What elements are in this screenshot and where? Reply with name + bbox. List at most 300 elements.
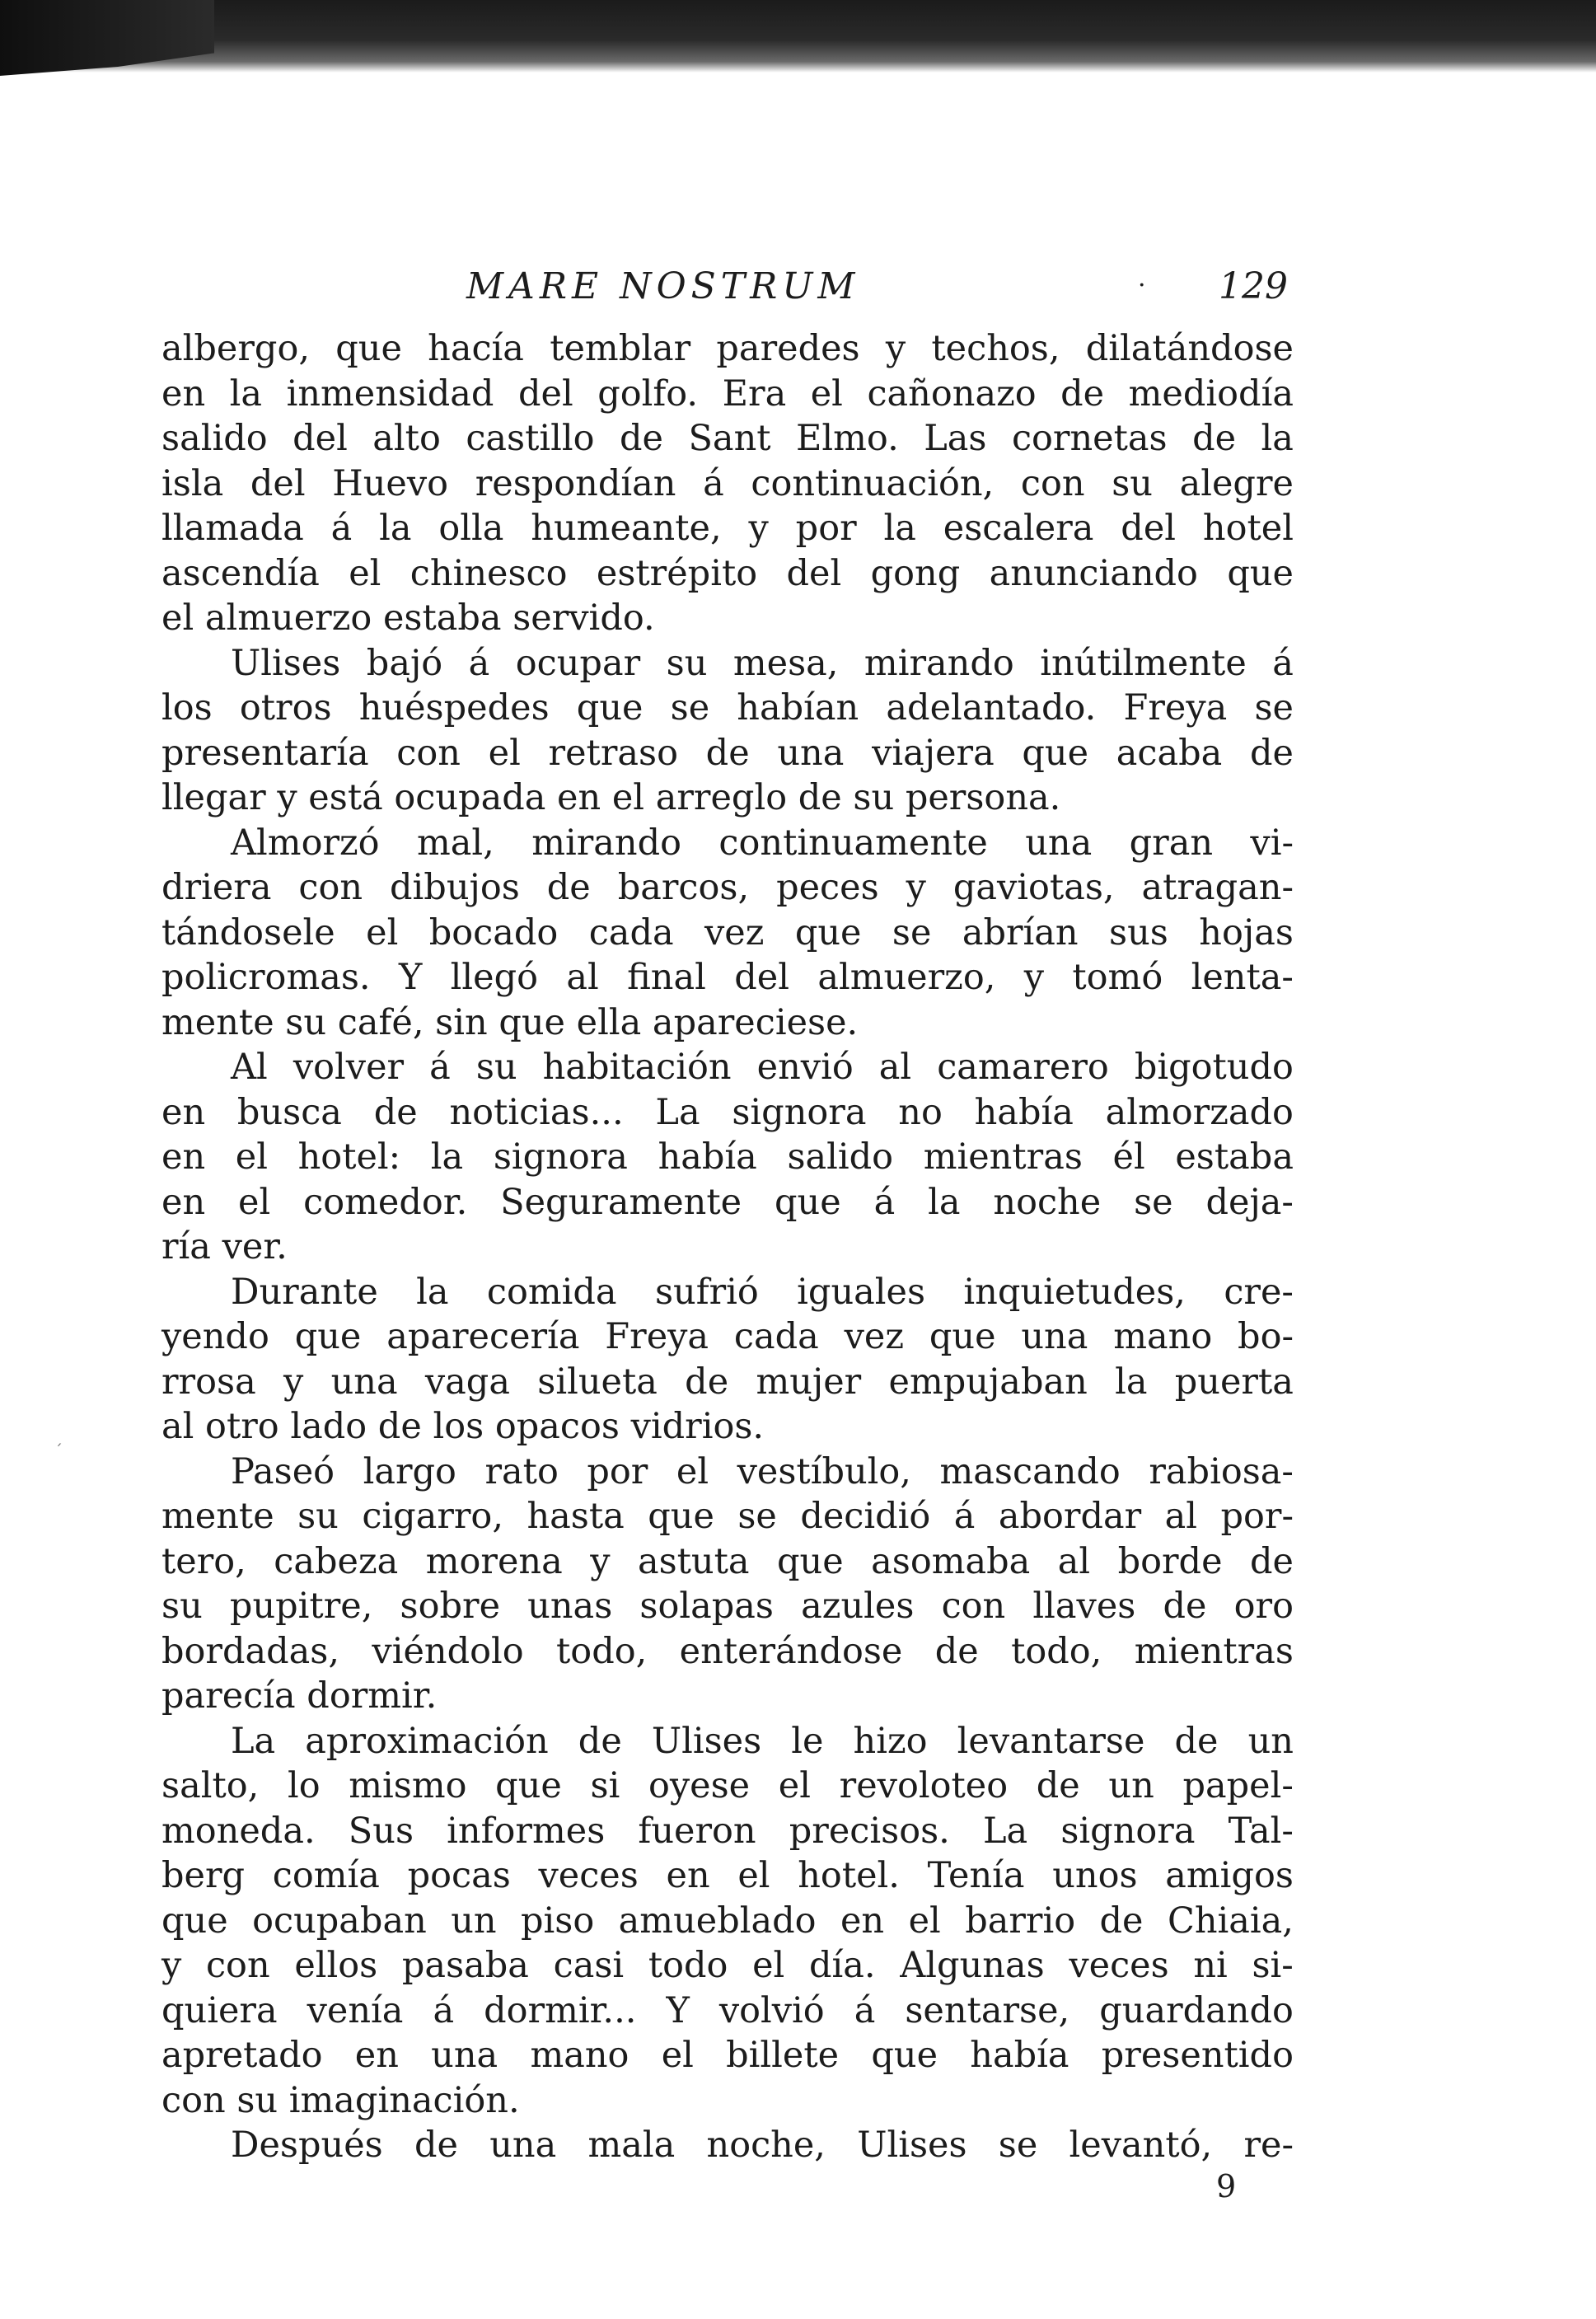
word: había: [658, 1136, 757, 1178]
word: casi: [553, 1945, 625, 1986]
word: que: [776, 1540, 844, 1582]
word: gaviotas,: [952, 867, 1115, 908]
word: se: [1134, 1181, 1173, 1223]
word: del: [517, 372, 573, 415]
word: hizo: [853, 1720, 928, 1762]
word: oyese: [648, 1765, 751, 1806]
word: atragan-: [1141, 867, 1294, 908]
text-line: [161, 1360, 1294, 1405]
word: se: [998, 2125, 1038, 2166]
text-line: [161, 1629, 1294, 1675]
word: rrosa: [161, 1361, 256, 1403]
word: los: [161, 687, 213, 728]
text-line: [161, 1989, 1294, 2034]
text-line: [161, 1584, 1294, 1629]
word: olla: [438, 508, 504, 549]
word: su: [161, 1586, 203, 1627]
word: mascando: [939, 1450, 1121, 1492]
word: astuta: [637, 1540, 750, 1582]
word: que: [775, 1181, 841, 1223]
word: una: [1021, 1316, 1088, 1357]
word: cada: [588, 911, 674, 953]
word: Paseó: [231, 1450, 335, 1492]
word: á: [1272, 642, 1294, 684]
word: sobre: [400, 1586, 501, 1627]
word: de: [1192, 418, 1237, 459]
word: mientras: [1134, 1630, 1294, 1672]
word: una: [431, 2035, 498, 2076]
word: amueblado: [618, 1900, 817, 1942]
word: bajó: [366, 642, 443, 684]
word: que: [871, 2035, 938, 2076]
word: de: [578, 1720, 622, 1762]
word: ascendía: [161, 552, 320, 594]
word: La: [983, 1810, 1028, 1852]
word: salido: [787, 1136, 894, 1178]
word: albergo,: [161, 328, 310, 369]
word: signora: [1060, 1810, 1196, 1852]
word: el: [488, 732, 521, 774]
word: si: [590, 1765, 620, 1806]
word: adelantado.: [886, 687, 1097, 728]
word: rabiosa-: [1149, 1450, 1294, 1492]
text-line: parecía dormir.: [161, 1675, 438, 1717]
word: con: [396, 732, 461, 774]
word: vez: [704, 911, 765, 953]
word: del: [786, 552, 842, 594]
word: en: [840, 1900, 885, 1942]
text-line: [161, 2033, 1294, 2078]
word: ocupar: [515, 642, 641, 684]
word: de: [1163, 1586, 1207, 1627]
text-line: [161, 461, 1294, 507]
word: cabeza: [274, 1540, 399, 1582]
word: que: [929, 1316, 996, 1357]
word: Huevo: [332, 462, 449, 504]
word: que: [648, 1496, 714, 1537]
word: signora: [493, 1136, 628, 1178]
word: de: [1249, 1540, 1294, 1582]
word: mirando: [864, 642, 1014, 684]
word: mano: [530, 2035, 630, 2076]
text-line: [161, 372, 1294, 417]
word: billete: [726, 2035, 840, 2076]
word: habitación: [542, 1047, 732, 1088]
text-line: [161, 1180, 1294, 1225]
word: de: [1249, 732, 1294, 774]
text-line: [161, 1314, 1294, 1360]
word: á: [854, 1989, 876, 2031]
word: re-: [1243, 2125, 1294, 2166]
word: moneda.: [161, 1810, 316, 1852]
word: cada: [733, 1316, 819, 1357]
word: tomó: [1072, 957, 1163, 998]
word: mano: [1113, 1316, 1213, 1357]
word: la: [1261, 418, 1294, 459]
word: peces: [776, 867, 879, 908]
word: Era: [722, 372, 787, 415]
word: continuación,: [751, 462, 995, 504]
word: que: [794, 911, 862, 953]
word: del: [250, 462, 306, 504]
word: estrépito: [596, 552, 758, 594]
word: vez: [844, 1316, 905, 1357]
word: Freya: [1123, 687, 1228, 728]
word: que: [1022, 732, 1089, 774]
word: vi-: [1250, 822, 1294, 864]
word: el: [238, 1181, 271, 1223]
word: veces: [1069, 1945, 1169, 1986]
word: al: [1057, 1540, 1091, 1582]
word: todo,: [556, 1630, 648, 1672]
text-line: [161, 641, 1294, 686]
word: presentaría: [161, 732, 369, 774]
word: cigarro,: [362, 1496, 503, 1537]
word: unos: [1052, 1855, 1138, 1896]
word: mirando: [531, 822, 682, 864]
word: él: [1112, 1136, 1145, 1178]
word: en: [161, 1181, 206, 1223]
word: escalera: [943, 508, 1094, 549]
word: y: [161, 1945, 182, 1986]
word: la: [229, 372, 263, 415]
word: noche,: [706, 2125, 826, 2166]
word: humeante,: [531, 508, 722, 549]
word: la: [430, 1136, 464, 1178]
word: del: [1121, 508, 1177, 549]
word: sus: [1109, 911, 1168, 953]
word: hojas: [1199, 911, 1294, 953]
word: busca: [236, 1091, 342, 1133]
word: almuerzo,: [817, 957, 996, 998]
word: á: [330, 508, 353, 549]
word: había: [974, 1091, 1074, 1133]
word: de: [705, 732, 750, 774]
word: Tal-: [1228, 1810, 1294, 1852]
word: llaves: [1032, 1586, 1136, 1627]
word: volver: [293, 1047, 405, 1088]
word: techos,: [931, 328, 1060, 369]
word: el: [908, 1900, 941, 1942]
word: en: [161, 1136, 206, 1178]
word: levantarse: [957, 1720, 1145, 1762]
word: noticias...: [449, 1091, 624, 1133]
word: llegó: [450, 957, 539, 998]
word: Ulises: [231, 642, 341, 684]
word: amigos: [1165, 1855, 1294, 1896]
word: Después: [231, 2125, 383, 2166]
word: largo: [363, 1450, 456, 1492]
word: de: [934, 1630, 979, 1672]
word: azules: [801, 1586, 915, 1627]
text-line: [161, 1539, 1294, 1585]
word: de: [414, 2125, 458, 2166]
word: hotel:: [297, 1136, 401, 1178]
word: de: [620, 418, 663, 459]
word: en: [161, 1091, 206, 1133]
word: pasaba: [401, 1945, 529, 1986]
word: viéndolo: [372, 1630, 524, 1672]
word: una: [1025, 822, 1093, 864]
text-line: [161, 1719, 1294, 1764]
word: mediodía: [1128, 372, 1294, 415]
word: signora: [732, 1091, 867, 1133]
word: el: [810, 372, 843, 415]
word: el: [778, 1765, 811, 1806]
word: una: [330, 1361, 398, 1403]
word: mal,: [416, 822, 494, 864]
text-line: [161, 821, 1294, 866]
word: Sus: [348, 1810, 414, 1852]
text-line: al otro lado de los opacos vidrios.: [161, 1406, 765, 1447]
word: respondían: [475, 462, 676, 504]
word: que: [335, 328, 402, 369]
word: Freya: [605, 1316, 709, 1357]
running-title: MARE NOSTRUM: [466, 265, 860, 307]
word: día.: [808, 1945, 876, 1986]
word: Durante: [231, 1271, 378, 1313]
word: el: [349, 552, 381, 594]
word: inmensidad: [286, 372, 494, 415]
word: la: [928, 1181, 961, 1223]
word: Chiaia,: [1167, 1900, 1294, 1942]
word: vaga: [424, 1361, 510, 1403]
word: unas: [527, 1586, 613, 1627]
word: que: [1227, 552, 1294, 594]
word: no: [898, 1091, 943, 1133]
word: al: [1164, 1496, 1198, 1537]
word: viajera: [872, 732, 995, 774]
word: Ulises: [651, 1720, 762, 1762]
text-line: [161, 551, 1294, 597]
word: á: [873, 1181, 896, 1223]
word: venía: [307, 1989, 404, 2031]
word: morena: [425, 1540, 563, 1582]
word: con: [205, 1945, 270, 1986]
signature-mark: 9: [1216, 2168, 1237, 2204]
running-head: [0, 262, 1596, 312]
text-line: el almuerzo estaba servido.: [161, 597, 655, 639]
word: á: [433, 1989, 455, 2031]
word: enterándose: [679, 1630, 903, 1672]
word: el: [235, 1136, 268, 1178]
word: Y: [398, 957, 423, 998]
word: de: [685, 1361, 729, 1403]
word: oro: [1233, 1586, 1294, 1627]
scan-top-band: [0, 0, 1596, 73]
word: el: [366, 911, 399, 953]
word: mujer: [756, 1361, 862, 1403]
word: bo-: [1238, 1316, 1294, 1357]
word: de: [1060, 372, 1105, 415]
text-line: [161, 1090, 1294, 1136]
page-number: 129: [1219, 265, 1288, 307]
word: La: [231, 1720, 276, 1762]
word: bigotudo: [1134, 1047, 1294, 1088]
word: barcos,: [617, 867, 750, 908]
word: retraso: [548, 732, 678, 774]
word: Algunas: [900, 1945, 1045, 1986]
word: del: [734, 957, 789, 998]
word: inquietudes,: [963, 1271, 1186, 1313]
word: alto: [372, 418, 441, 459]
word: cre-: [1224, 1271, 1294, 1313]
word: piso: [521, 1900, 595, 1942]
word: otros: [239, 687, 332, 728]
word: que: [161, 1900, 228, 1942]
word: Sant: [688, 418, 771, 459]
word: papel-: [1182, 1765, 1294, 1806]
word: sentarse,: [905, 1989, 1070, 2031]
word: hacía: [428, 328, 524, 369]
text-line: [161, 1809, 1294, 1854]
word: hasta: [527, 1496, 625, 1537]
word: una: [777, 732, 845, 774]
text-line: ría ver.: [161, 1226, 288, 1267]
text-line: [161, 865, 1294, 911]
word: aparecería: [386, 1316, 580, 1357]
word: la: [1115, 1361, 1148, 1403]
word: chinesco: [410, 552, 568, 594]
text-line: con su imaginación.: [161, 2079, 520, 2121]
word: Tenía: [927, 1855, 1025, 1896]
word: precisos.: [789, 1810, 950, 1852]
word: un: [1108, 1765, 1154, 1806]
word: final: [627, 957, 706, 998]
word: estaba: [1175, 1136, 1294, 1178]
word: veces: [538, 1855, 639, 1896]
text-line: [161, 506, 1294, 551]
word: ellos: [294, 1945, 378, 1986]
text-line: [161, 1943, 1294, 1989]
word: bocado: [428, 911, 559, 953]
text-line: [161, 1853, 1294, 1899]
word: gran: [1129, 822, 1214, 864]
text-line: [161, 911, 1294, 956]
word: hotel: [1202, 508, 1294, 549]
word: cañonazo: [867, 372, 1037, 415]
text-line: [161, 326, 1294, 372]
word: con: [1020, 462, 1085, 504]
word: todo: [648, 1945, 728, 1986]
word: y: [1023, 957, 1045, 998]
word: Ulises: [857, 2125, 967, 2166]
word: continuamente: [718, 822, 988, 864]
word: aproximación: [305, 1720, 549, 1762]
word: tero,: [161, 1540, 246, 1582]
word: vestíbulo,: [737, 1450, 911, 1492]
word: paredes: [716, 328, 860, 369]
word: la: [416, 1271, 449, 1313]
word: Seguramente: [500, 1181, 742, 1223]
text-line: [161, 1899, 1294, 1944]
word: pocas: [407, 1855, 511, 1896]
word: abordar: [998, 1496, 1142, 1537]
word: tándosele: [161, 911, 335, 953]
word: se: [1254, 687, 1294, 728]
word: deja-: [1205, 1181, 1294, 1223]
word: berg: [161, 1855, 246, 1896]
word: dormir...: [484, 1989, 637, 2031]
word: del: [293, 418, 348, 459]
text-line: [161, 731, 1294, 776]
word: golfo.: [597, 372, 699, 415]
word: al: [878, 1047, 912, 1088]
word: quiera: [161, 1989, 278, 2031]
word: el: [752, 1945, 785, 1986]
word: dilatándose: [1085, 328, 1294, 369]
text-line: [161, 1270, 1294, 1315]
word: salido: [161, 418, 268, 459]
word: que: [576, 687, 644, 728]
word: revoloteo: [839, 1765, 1009, 1806]
text-line: [161, 1494, 1294, 1539]
word: cornetas: [1011, 418, 1168, 459]
word: envió: [756, 1047, 854, 1088]
word: el: [737, 1855, 770, 1896]
word: si-: [1252, 1945, 1294, 1986]
word: un: [451, 1900, 497, 1942]
word: su: [1112, 462, 1153, 504]
word: volvió: [718, 1989, 825, 2031]
word: el: [661, 2035, 694, 2076]
word: y: [283, 1361, 304, 1403]
word: comida: [486, 1271, 617, 1313]
word: había: [970, 2035, 1069, 2076]
word: anunciando: [989, 552, 1198, 594]
word: á: [429, 1047, 451, 1088]
word: y: [885, 328, 906, 369]
word: iguales: [797, 1271, 926, 1313]
word: temblar: [550, 328, 691, 369]
word: que: [495, 1765, 562, 1806]
word: comía: [272, 1855, 380, 1896]
word: silueta: [537, 1361, 658, 1403]
word: Elmo.: [796, 418, 899, 459]
word: Al: [231, 1047, 268, 1088]
word: en: [666, 1855, 710, 1896]
word: de: [546, 867, 591, 908]
word: asomaba: [871, 1540, 1031, 1582]
word: por-: [1220, 1496, 1294, 1537]
word: policromas.: [161, 957, 371, 998]
word: presentido: [1101, 2035, 1294, 2076]
word: Y: [666, 1989, 690, 2031]
word: fueron: [638, 1810, 756, 1852]
word: de: [1174, 1720, 1219, 1762]
word: todo,: [1011, 1630, 1102, 1672]
word: de: [1036, 1765, 1080, 1806]
text-line: llegar y está ocupada en el arreglo de su persona.: [161, 777, 1061, 818]
word: informes: [447, 1810, 606, 1852]
word: en: [161, 372, 206, 415]
word: por: [587, 1450, 648, 1492]
word: isla: [161, 462, 224, 504]
text-line: [161, 1764, 1294, 1809]
word: La: [655, 1091, 700, 1133]
word: sufrió: [654, 1271, 759, 1313]
word: la: [883, 508, 916, 549]
word: lo: [287, 1765, 321, 1806]
word: y: [748, 508, 769, 549]
word: gong: [870, 552, 961, 594]
word: que: [294, 1316, 362, 1357]
word: una: [489, 2125, 557, 2166]
word: su: [297, 1496, 339, 1537]
text-line: [161, 1045, 1294, 1090]
margin-speck: ˊ: [54, 1441, 63, 1460]
word: de: [373, 1091, 418, 1133]
